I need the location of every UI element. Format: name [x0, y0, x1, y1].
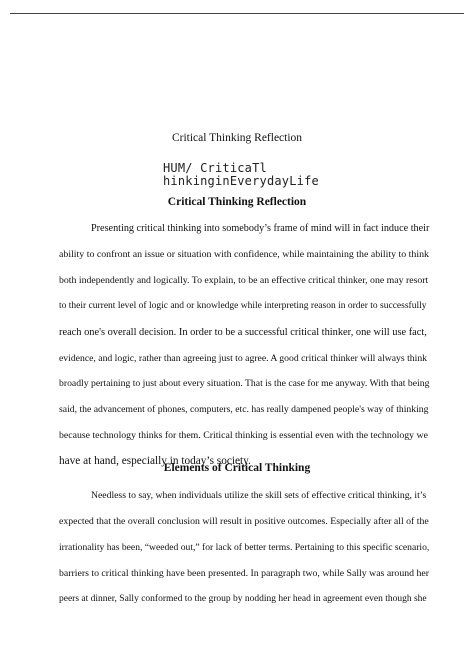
paragraph-line: barriers to critical thinking have been presented. In paragraph two, while Sally was around her — [59, 567, 429, 579]
paragraph-line: because technology thinks for them. Critical thinking is essential even with the technology we — [59, 430, 428, 442]
paragraph-line: reach one's overall decision. In order to be a successful critical thinker, one will use fact, — [59, 326, 427, 338]
paragraph-line: to their current level of logic and or knowledge while interpreting reason in order to successfully — [59, 300, 427, 311]
course-name-line-2: hinkinginEverydayLife — [163, 174, 319, 188]
paragraph-line: irrationality has been, “weeded out,” for lack of better terms. Pertaining to this specific scenario, — [59, 541, 430, 553]
paragraph-line: evidence, and logic, rather than agreeing just to agree. A good critical thinker will always think — [59, 352, 428, 364]
paragraph-elements — [59, 483, 429, 613]
course-name — [163, 162, 319, 188]
paragraph-line: ability to confront an issue or situation with confidence, while maintaining the ability to think — [59, 248, 429, 260]
section-heading-reflection: Critical Thinking Reflection — [167, 196, 307, 208]
paragraph-line: expected that the overall conclusion will result in positive outcomes. Especially after all of the — [59, 515, 429, 527]
paragraph-line: have at hand, especially in today’s society. — [59, 455, 251, 468]
paragraph-line: peers at dinner, Sally conformed to the group by nodding her head in agreement even though she — [59, 593, 427, 604]
paragraph-line: both independently and logically. To explain, to be an effective critical thinker, one may resort — [59, 274, 429, 286]
document-title: Critical Thinking Reflection — [171, 132, 303, 144]
paragraph-line: Presenting critical thinking into somebody’s frame of mind will in fact induce their — [91, 223, 430, 234]
paragraph-line: broadly pertaining to just about every situation. That is the case for me anyway. With that being — [59, 378, 430, 390]
paragraph-reflection — [59, 216, 429, 475]
paragraph-line: said, the advancement of phones, computers, etc. has really dampened people's way of thinking — [59, 404, 429, 416]
page-top-rule — [10, 13, 464, 14]
paragraph-line: Needless to say, when individuals utilize the skill sets of effective critical thinking, it’s — [91, 490, 427, 501]
course-name-line-1: HUM/ CriticaTl — [163, 161, 267, 175]
section-heading-elements: Elements of Critical Thinking — [163, 462, 311, 474]
